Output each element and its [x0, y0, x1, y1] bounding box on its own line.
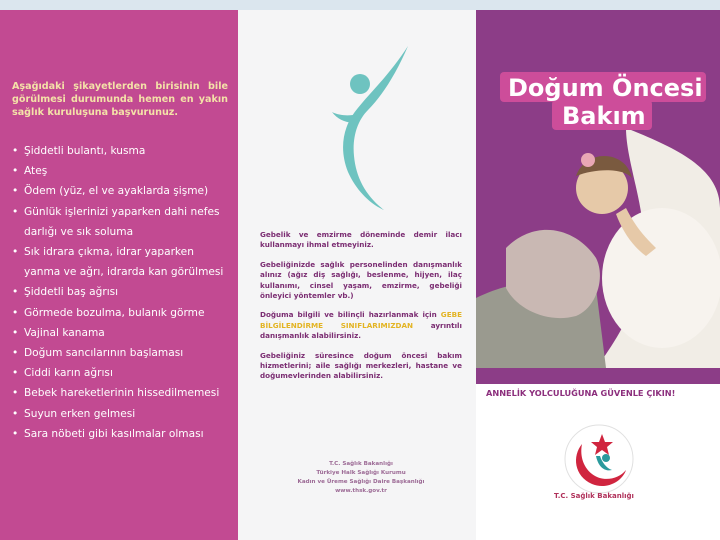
advice-text	[260, 230, 462, 391]
list-item: • Sara nöbeti gibi kasılmalar olması	[12, 424, 228, 444]
list-item: • Bebek hareketlerinin hissedilmemesi	[12, 383, 228, 403]
page-title: Bakım	[562, 102, 646, 130]
mother-child-photo	[476, 128, 720, 368]
list-item: • Ciddi karın ağrısı	[12, 363, 228, 383]
ministry-footer	[260, 460, 462, 496]
slogan-section	[476, 384, 720, 540]
footer-link[interactable]: www.thsk.gov.tr	[335, 488, 387, 494]
list-item: • Sık idrara çıkma, idrar yaparken yanma ve ağrı, idrarda kan görülmesi	[12, 242, 228, 282]
highlight-text: GEBE BİLGİLENDİRME SINIFLARIMIZDAN	[260, 310, 462, 330]
list-item: • Şiddetli bulantı, kusma	[12, 141, 228, 161]
list-item: • Suyun erken gelmesi	[12, 404, 228, 424]
advice-text-part: Doğuma bilgili ve bilinçli hazırlanmak için	[260, 310, 441, 320]
list-item: • Doğum sancılarının başlaması	[12, 343, 228, 363]
footer-line: T.C. Sağlık Bakanlığı	[329, 461, 393, 467]
logo-caption: T.C. Sağlık Bakanlığı	[554, 492, 634, 500]
list-item: • Şiddetli baş ağrısı	[12, 282, 228, 302]
advice-paragraph: Gebelik ve emzirme döneminde demir ilacı kullanmayı ihmal etmeyiniz.	[260, 230, 462, 250]
advice-paragraph: Gebeliğinizde sağlık personelinden danışmanlık alınız (ağız diş sağlığı, beslenme, hijyen, ilaç kullanımı, cinsel yaşam, emzirme, gebeliği önleyici yöntemler vb.)	[260, 259, 462, 301]
warning-text: Aşağıdaki şikayetlerden birisinin bile görülmesi durumunda hemen en yakın sağlık kuruluşuna başvurunuz.	[12, 81, 228, 118]
list-item: • Görmede bozulma, bulanık görme	[12, 303, 228, 323]
page-title: Doğum Öncesi	[508, 74, 703, 102]
list-item: • Ateş	[12, 161, 228, 181]
slogan-text: ANNELİK YOLCULUĞUNA GÜVENLE ÇIKIN!	[486, 388, 676, 398]
middle-panel	[238, 10, 476, 540]
list-item: • Vajinal kanama	[12, 323, 228, 343]
footer-line: Türkiye Halk Sağlığı Kurumu	[316, 470, 406, 476]
footer-line: Kadın ve Üreme Sağlığı Daire Başkanlığı	[297, 479, 425, 485]
symptom-list	[12, 141, 228, 444]
ministry-logo-icon	[562, 422, 636, 496]
advice-paragraph	[260, 310, 462, 341]
brochure-title	[486, 66, 712, 144]
advice-paragraph: Gebeliğiniz süresince doğum öncesi bakım hizmetlerini; aile sağlığı merkezleri, hastane ve doğumevlerinden alabilirsiniz.	[260, 350, 462, 381]
left-panel	[0, 10, 238, 540]
dancing-figure-icon	[330, 44, 410, 214]
list-item: • Ödem (yüz, el ve ayaklarda şişme)	[12, 181, 228, 201]
list-item: • Günlük işlerinizi yaparken dahi nefes darlığı ve sık soluma	[12, 202, 228, 242]
advice-text-part: ayrıntılı danışmanlık alabilirsiniz.	[260, 320, 462, 341]
right-panel	[476, 10, 720, 540]
